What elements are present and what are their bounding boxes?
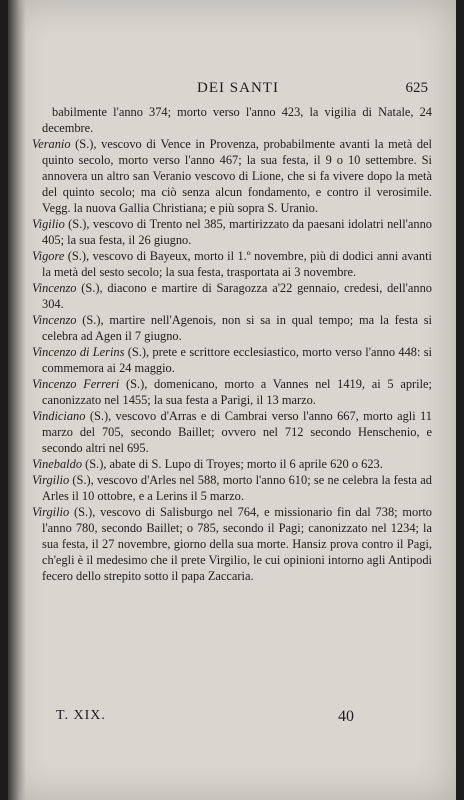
sheet-number: 40 <box>338 708 354 725</box>
entry-veranio <box>32 136 432 216</box>
entry-name: Vincenzo Ferreri <box>32 377 120 391</box>
entry-name: Vindiciano <box>32 409 86 423</box>
entry-text: (S.), vescovo di Salisburgo nel 764, e missionario fin dal 738; morto l'anno 780, secondo Baillet; o 785, secondo il Pagi; canonizzato nel 1234; la sua festa, il 27 novembre, giorno della sua morte. Hansiz prova contro il Pagi, ch'egli è il medesimo che il prete Virgilio, le cui opinioni intorno agli Antipodi fecero dello strepito sotto il papa Zaccaria. <box>42 505 432 583</box>
entry-text: (S.), martire nell'Agenois, non si sa in qual tempo; ma la festa si celebra ad Agen il 7 giugno. <box>42 313 432 343</box>
entry-name: Vincenzo <box>32 281 77 295</box>
entry-text: (S.), prete e scrittore ecclesiastico, morto verso l'anno 448: si commemora ai 24 maggio. <box>42 345 432 375</box>
entry-text: (S.), vescovo di Bayeux, morto il 1.º novembre, più di dodici anni avanti la metà del sesto secolo; la sua festa, trasportata ai 3 novembre. <box>42 249 432 279</box>
page-header <box>48 80 428 102</box>
entry-vigore <box>32 248 432 280</box>
entry-name: Vigore <box>32 249 65 263</box>
entry-text: (S.), vescovo d'Arras e di Cambrai verso l'anno 667, morto agli 11 marzo del 705, secondo Baillet; ovvero nel 712 secondo Henschenio, e secondo altri nel 695. <box>42 409 432 455</box>
entry-text: (S.), vescovo d'Arles nel 588, morto l'anno 610; se ne celebra la festa ad Arles il 10 ottobre, e a Lerins il 5 marzo. <box>42 473 432 503</box>
entry-name: Veranio <box>32 137 71 151</box>
entry-vincenzo-saragozza <box>32 280 432 312</box>
entry-virgilio-arles <box>32 472 432 504</box>
entry-vincenzo-ferreri <box>32 376 432 408</box>
page-gutter-shadow <box>8 0 26 800</box>
volume-signature: T. XIX. <box>56 708 106 723</box>
book-page <box>8 0 456 800</box>
entry-text: (S.), abate di S. Lupo di Troyes; morto il 6 aprile 620 o 623. <box>82 457 383 471</box>
page-body <box>32 104 432 584</box>
entry-vindiciano <box>32 408 432 456</box>
page-number: 625 <box>405 80 428 96</box>
entry-vincenzo-agenois <box>32 312 432 344</box>
entry-text: (S.), domenicano, morto a Vannes nel 1419, ai 5 aprile; canonizzato nel 1455; la sua festa a Parigi, il 13 marzo. <box>42 377 432 407</box>
entry-name: Vincenzo <box>32 313 77 327</box>
running-head: DEI SANTI <box>197 80 279 96</box>
entry-text: (S.), vescovo di Trento nel 385, martirizzato da paesani idolatri nell'anno 405; la sua festa, il 26 giugno. <box>42 217 432 247</box>
entry-name: Virgilio <box>32 505 70 519</box>
entry-vincenzo-lerins <box>32 344 432 376</box>
entry-text: (S.), diacono e martire di Saragozza a'22 gennaio, credesi, dell'anno 304. <box>42 281 432 311</box>
entry-name: Vincenzo di Lerins <box>32 345 125 359</box>
entry-vigilio <box>32 216 432 248</box>
entry-vinebaldo <box>32 456 432 472</box>
entry-name: Vigilio <box>32 217 65 231</box>
entry-name: Vinebaldo <box>32 457 83 471</box>
entry-continuation: babilmente l'anno 374; morto verso l'anno 423, la vigilia di Natale, 24 decembre. <box>42 105 432 135</box>
page-footer <box>56 708 414 730</box>
entry-text: (S.), vescovo di Vence in Provenza, probabilmente avanti la metà del quinto secolo, morto verso l'anno 467; la sua festa, il 9 o 10 settembre. Si annovera un altro san Veranio vescovo di Lione, che si fa vivere dopo la metà del quinto secolo; ma ciò senza alcun fondamento, e contro il verosimile. Vegg. la nuova Gallia Christiana; e più sopra S. Uranio. <box>42 137 432 215</box>
entry-virgilio-salisburgo <box>32 504 432 584</box>
entry-name: Virgilio <box>32 473 70 487</box>
